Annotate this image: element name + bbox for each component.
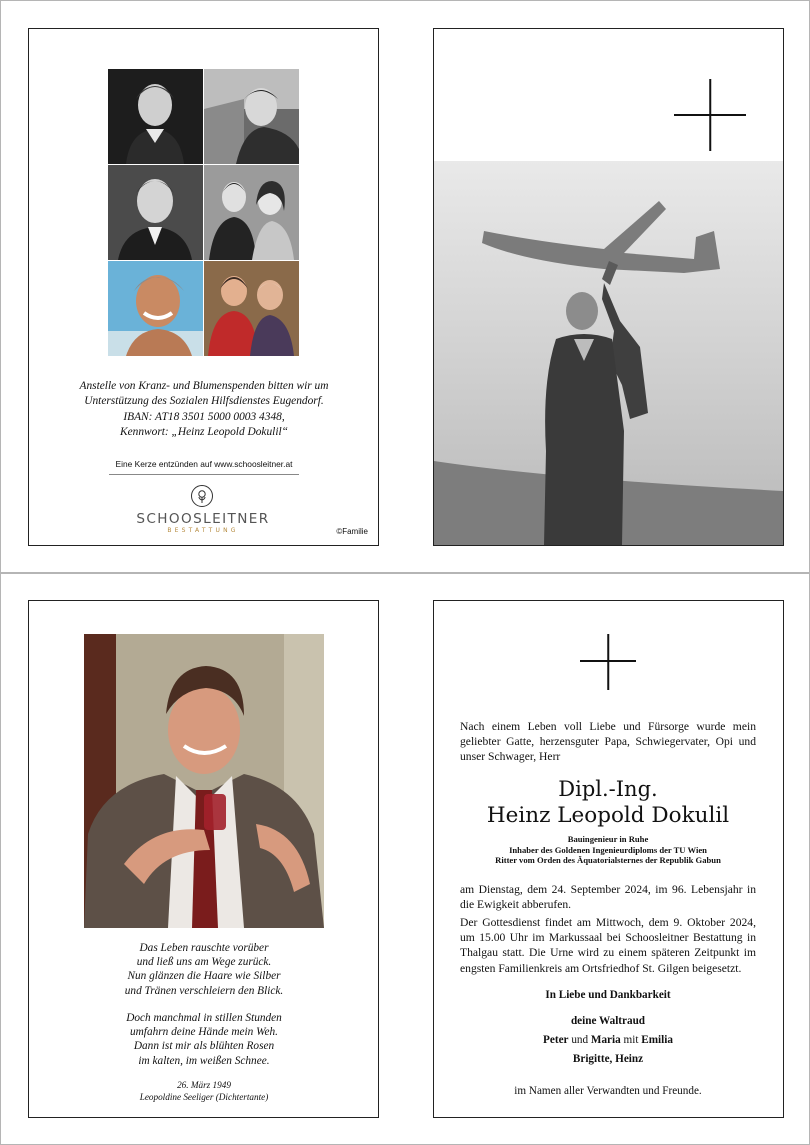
poem-line: und Tränen verschleiern den Blick.	[124, 984, 284, 997]
closing-line: im Namen aller Verwandten und Freunde.	[514, 1085, 702, 1097]
panel-back	[28, 28, 379, 546]
panel-poem	[28, 600, 379, 1118]
family-line-2	[460, 1034, 756, 1046]
family-name: Emilia	[641, 1034, 673, 1046]
donation-line: Anstelle von Kranz- und Blumenspenden bitten wir um	[79, 380, 329, 392]
portrait-photo	[84, 634, 324, 928]
intro-text: Nach einem Leben voll Liebe und Fürsorge wurde mein geliebter Gatte, herzensguter Papa, Schwiegervater, Opi und unser Schwager, Herr	[460, 720, 756, 764]
service-text: Der Gottesdienst findet am Mittwoch, dem 9. Oktober 2024, um 15.00 Uhr im Markussaal bei Schoosleitner Bestattung in Thalgau statt. Die Urne wird zu einem späteren Zeitpunkt im engsten Familienkreis am Ortsfriedhof St. Gilgen beigesetzt.	[460, 916, 756, 975]
poem-line: im kalten, im weißen Schnee.	[138, 1054, 270, 1067]
brand-subtitle: BESTATTUNG	[167, 527, 239, 534]
collage-photo-3	[108, 165, 203, 260]
poem-date: 26. März 1949	[177, 1080, 231, 1090]
family-name: Peter	[543, 1034, 569, 1046]
death-text: am Dienstag, dem 24. September 2024, im 96. Lebensjahr in die Ewigkeit abberufen.	[460, 883, 756, 912]
family-conj: mit	[620, 1034, 642, 1046]
bottom-sheet	[0, 573, 810, 1145]
family-line-3: Brigitte, Heinz	[572, 1053, 644, 1065]
collage-photo-1	[108, 69, 203, 164]
poem-line: Doch manchmal in stillen Stunden	[126, 1012, 282, 1024]
rose-logo-icon	[191, 485, 213, 507]
collage-photo-2	[204, 69, 299, 164]
panel-obituary	[433, 600, 784, 1118]
poem-author: Leopoldine Seeliger (Dichtertante)	[139, 1092, 269, 1102]
family-conj: und	[568, 1034, 591, 1046]
candle-link[interactable]: Eine Kerze entzünden auf www.schoosleitner.at	[109, 459, 299, 475]
poem-line: und ließ uns am Wege zurück.	[136, 956, 272, 969]
poem-line: umfahrn deine Hände mein Weh.	[130, 1026, 278, 1039]
honor-line: Inhaber des Goldenen Ingenieurdiploms der TU Wien	[509, 844, 707, 855]
honor-line: Ritter vom Orden des Äquatorialsternes der Republik Gabun	[495, 855, 721, 866]
panel-cover	[433, 28, 784, 546]
gratitude-line: In Liebe und Dankbarkeit	[545, 989, 671, 1001]
iban-line: IBAN: AT18 3501 5000 0003 4348,	[123, 410, 285, 423]
collage-photo-6	[204, 261, 299, 356]
cross-icon	[674, 79, 746, 151]
donation-line: Unterstützung des Sozialen Hilfsdienstes Eugendorf.	[84, 395, 324, 408]
poem-line: Dann ist mir als blühten Rosen	[133, 1040, 275, 1053]
poem-line: Nun glänzen die Haare wie Silber	[127, 970, 281, 983]
photo-collage	[108, 69, 299, 356]
photo-credit: ©Familie	[336, 527, 368, 536]
deceased-name: Heinz Leopold Dokulil	[486, 803, 730, 828]
keyword-line: Kennwort: „Heinz Leopold Dokulil“	[119, 426, 289, 439]
poem-stanza-1	[59, 941, 349, 998]
brand-name: SCHOOSLEITNER	[136, 511, 270, 527]
donation-request	[59, 379, 349, 441]
honors-list	[460, 834, 756, 866]
glider-photo	[434, 161, 783, 545]
cross-icon	[580, 634, 636, 690]
deceased-title: Dipl.-Ing.	[558, 777, 658, 801]
poem-line: Das Leben rauschte vorüber	[139, 942, 269, 954]
honor-line: Bauingenieur in Ruhe	[567, 834, 649, 844]
collage-photo-4	[204, 165, 299, 260]
family-name: Maria	[590, 1034, 621, 1046]
collage-photo-5	[108, 261, 203, 356]
family-line-1: deine Waltraud	[570, 1015, 646, 1027]
poem-stanza-2	[59, 1011, 349, 1068]
